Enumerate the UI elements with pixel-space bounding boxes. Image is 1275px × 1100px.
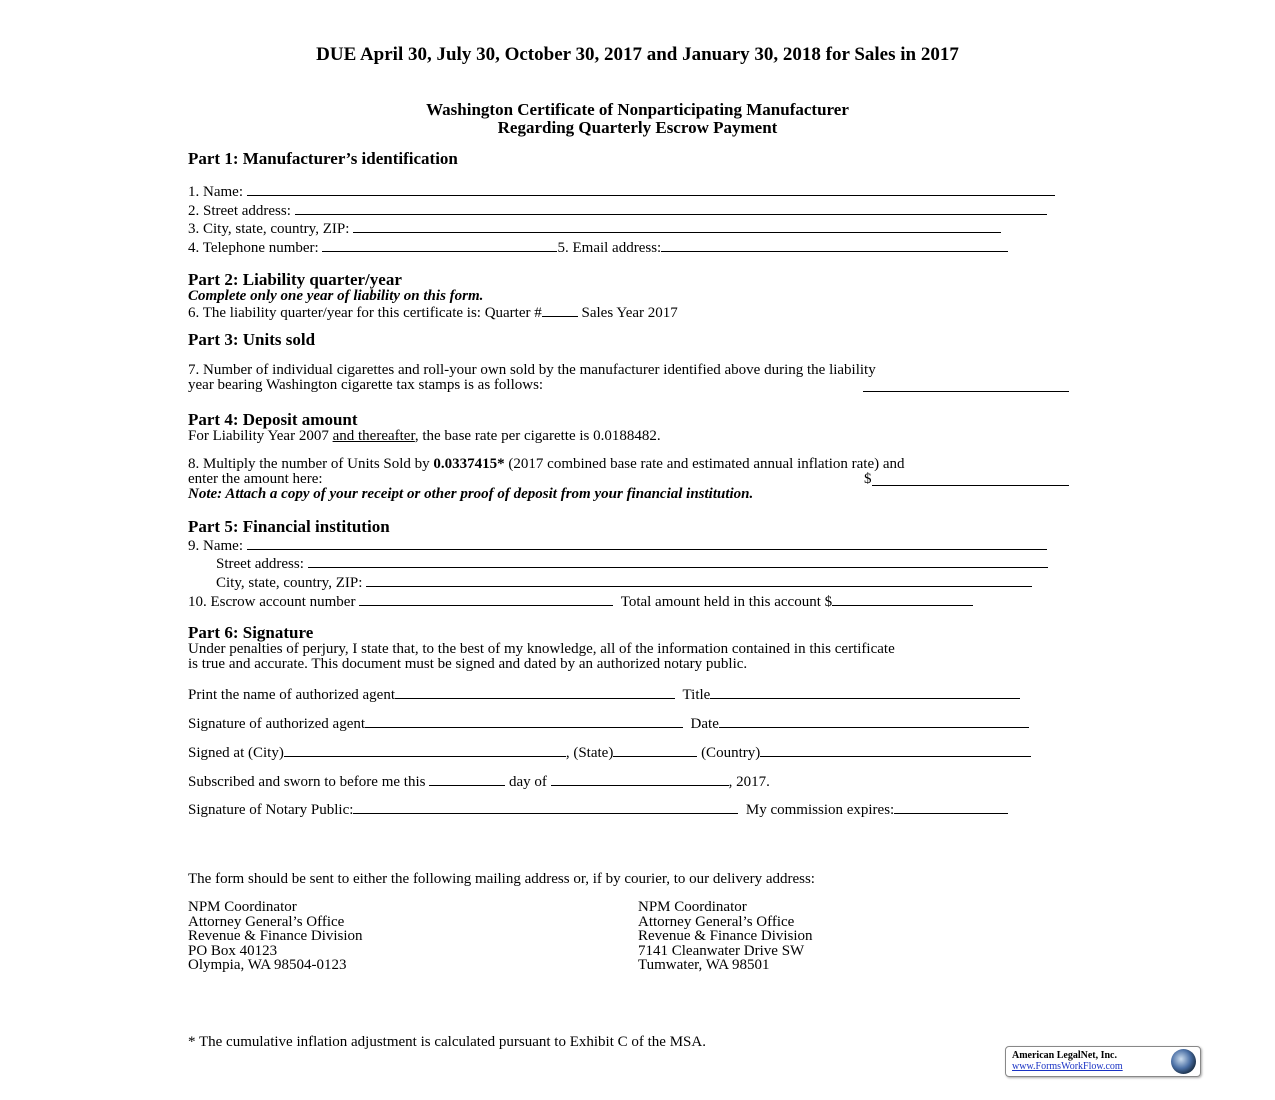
label: Subscribed and sworn to before me this <box>188 774 426 790</box>
label: enter the amount here: <box>188 471 323 487</box>
units-row <box>188 377 543 394</box>
due-dates-header: DUE April 30, July 30, October 30, 2017 and January 30, 2018 for Sales in 2017 <box>316 44 959 65</box>
city-field[interactable] <box>284 742 566 757</box>
commission-expires-field[interactable] <box>894 799 1008 814</box>
manufacturer-name-field[interactable] <box>247 181 1055 196</box>
label: Signature of Notary Public: <box>188 802 354 818</box>
part1-heading: Part 1: Manufacturer’s identification <box>188 149 458 168</box>
email-field[interactable] <box>661 237 1008 252</box>
rate: 0.0337415* <box>433 456 505 472</box>
label: 10. Escrow account number <box>188 594 356 610</box>
sworn-row <box>188 771 770 791</box>
address-line: NPM Coordinator <box>188 899 297 915</box>
label: , (State) <box>565 745 614 761</box>
address-line: PO Box 40123 <box>188 942 278 959</box>
label: Signed at (City) <box>188 745 284 761</box>
agent-title-field[interactable] <box>710 684 1020 699</box>
dollar-sign: $ <box>864 471 872 487</box>
text: and thereafter <box>332 428 415 444</box>
label: year bearing Washington cigarette tax stamps is as follows: <box>188 377 544 393</box>
manufacturer-city-row <box>188 218 1001 238</box>
perjury-text: Under penalties of perjury, I state that, to the best of my knowledge, all of the information contained in this certificate <box>188 641 895 657</box>
perjury-text: is true and accurate. This document must be signed and dated by an authorized notary public. <box>188 656 748 672</box>
agent-name-row <box>188 684 1020 704</box>
americanlegalnet-logo[interactable] <box>1005 1046 1201 1077</box>
part5-heading: Part 5: Financial institution <box>188 517 390 536</box>
manufacturer-street-field[interactable] <box>295 200 1047 215</box>
address-line: Revenue & Finance Division <box>188 928 363 944</box>
delivery-address <box>638 900 813 973</box>
fi-street-row <box>216 553 1048 573</box>
part4-note: Note: Attach a copy of your receipt or other proof of deposit from your financial institution. <box>188 486 754 502</box>
address-line: NPM Coordinator <box>638 899 747 915</box>
label: (Country) <box>701 745 761 761</box>
address-line: Attorney General’s Office <box>188 913 345 930</box>
logo-url-link[interactable]: www.FormsWorkFlow.com <box>1012 1061 1123 1072</box>
quarter-field[interactable] <box>542 302 578 317</box>
label: 4. Telephone number: <box>188 240 319 256</box>
part3-text: 7. Number of individual cigarettes and roll-your own sold by the manufacturer identified above during the liability <box>188 362 876 378</box>
text: (2017 combined base rate and estimated annual inflation rate) and <box>504 456 905 472</box>
label: Title <box>682 687 711 703</box>
agent-name-field[interactable] <box>395 684 675 699</box>
escrow-row <box>188 591 973 611</box>
label: My commission expires: <box>745 802 895 818</box>
units-sold-field[interactable] <box>863 377 1069 392</box>
fi-name-row <box>188 535 1047 555</box>
label: day of <box>508 774 547 790</box>
form-subtitle: Regarding Quarterly Escrow Payment <box>497 118 778 137</box>
label: 3. City, state, country, ZIP: <box>188 221 350 237</box>
globe-icon <box>1171 1049 1196 1074</box>
text: , the base rate per cigarette is 0.0188482. <box>414 428 661 444</box>
footnote: * The cumulative inflation adjustment is calculated pursuant to Exhibit C of the MSA. <box>188 1034 706 1050</box>
mailing-intro: The form should be sent to either the following mailing address or, if by courier, to our delivery address: <box>188 871 815 887</box>
manufacturer-contact-row <box>188 237 1008 257</box>
country-field[interactable] <box>760 742 1031 757</box>
state-field[interactable] <box>613 742 697 757</box>
manufacturer-city-field[interactable] <box>353 218 1001 233</box>
fi-name-field[interactable] <box>247 535 1047 550</box>
signed-at-row <box>188 742 1031 762</box>
address-line: Revenue & Finance Division <box>638 928 813 944</box>
liability-row <box>188 302 678 322</box>
part3-heading: Part 3: Units sold <box>188 330 316 349</box>
label: , 2017. <box>728 774 770 790</box>
label: Street address: <box>216 556 304 572</box>
label: 6. The liability quarter/year for this certificate is: Quarter # <box>188 305 542 321</box>
agent-signature-field[interactable] <box>365 713 683 728</box>
part2-heading: Part 2: Liability quarter/year <box>188 270 402 289</box>
label: City, state, country, ZIP: <box>216 575 363 591</box>
text: 8. Multiply the number of Units Sold by <box>188 456 434 472</box>
text: For Liability Year 2007 <box>188 428 333 444</box>
agent-signature-row <box>188 713 1029 733</box>
manufacturer-street-row <box>188 200 1047 220</box>
date-field[interactable] <box>719 713 1029 728</box>
label: Signature of authorized agent <box>188 716 366 732</box>
address-line: Olympia, WA 98504-0123 <box>188 957 347 973</box>
part6-heading: Part 6: Signature <box>188 623 314 642</box>
base-rate-text <box>188 428 661 445</box>
label: 9. Name: <box>188 538 243 554</box>
label: Sales Year 2017 <box>577 305 678 321</box>
sworn-month-field[interactable] <box>551 771 729 786</box>
part4-heading: Part 4: Deposit amount <box>188 410 358 429</box>
sworn-day-field[interactable] <box>429 771 505 786</box>
label: Date <box>690 716 719 732</box>
fi-city-row <box>216 572 1032 592</box>
deposit-amount-field[interactable] <box>872 471 1069 486</box>
label: Print the name of authorized agent <box>188 687 396 703</box>
notary-row <box>188 799 1008 819</box>
address-line: Attorney General’s Office <box>638 913 795 930</box>
form-title: Washington Certificate of Nonparticipating Manufacturer <box>426 100 849 119</box>
part2-note: Complete only one year of liability on this form. <box>188 288 484 304</box>
address-line: 7141 Cleanwater Drive SW <box>638 942 805 959</box>
label: 1. Name: <box>188 184 243 200</box>
total-held-field[interactable] <box>832 591 973 606</box>
label: 2. Street address: <box>188 203 291 219</box>
fi-street-field[interactable] <box>308 553 1048 568</box>
fi-city-field[interactable] <box>366 572 1032 587</box>
label: Total amount held in this account $ <box>620 594 833 610</box>
mailing-address <box>188 900 363 973</box>
address-line: Tumwater, WA 98501 <box>638 957 770 973</box>
label: 5. Email address: <box>557 240 662 256</box>
telephone-field[interactable] <box>322 237 557 252</box>
escrow-account-field[interactable] <box>359 591 613 606</box>
logo-company: American LegalNet, Inc. <box>1012 1050 1117 1061</box>
notary-signature-field[interactable] <box>353 799 738 814</box>
manufacturer-name-row <box>188 181 1055 201</box>
